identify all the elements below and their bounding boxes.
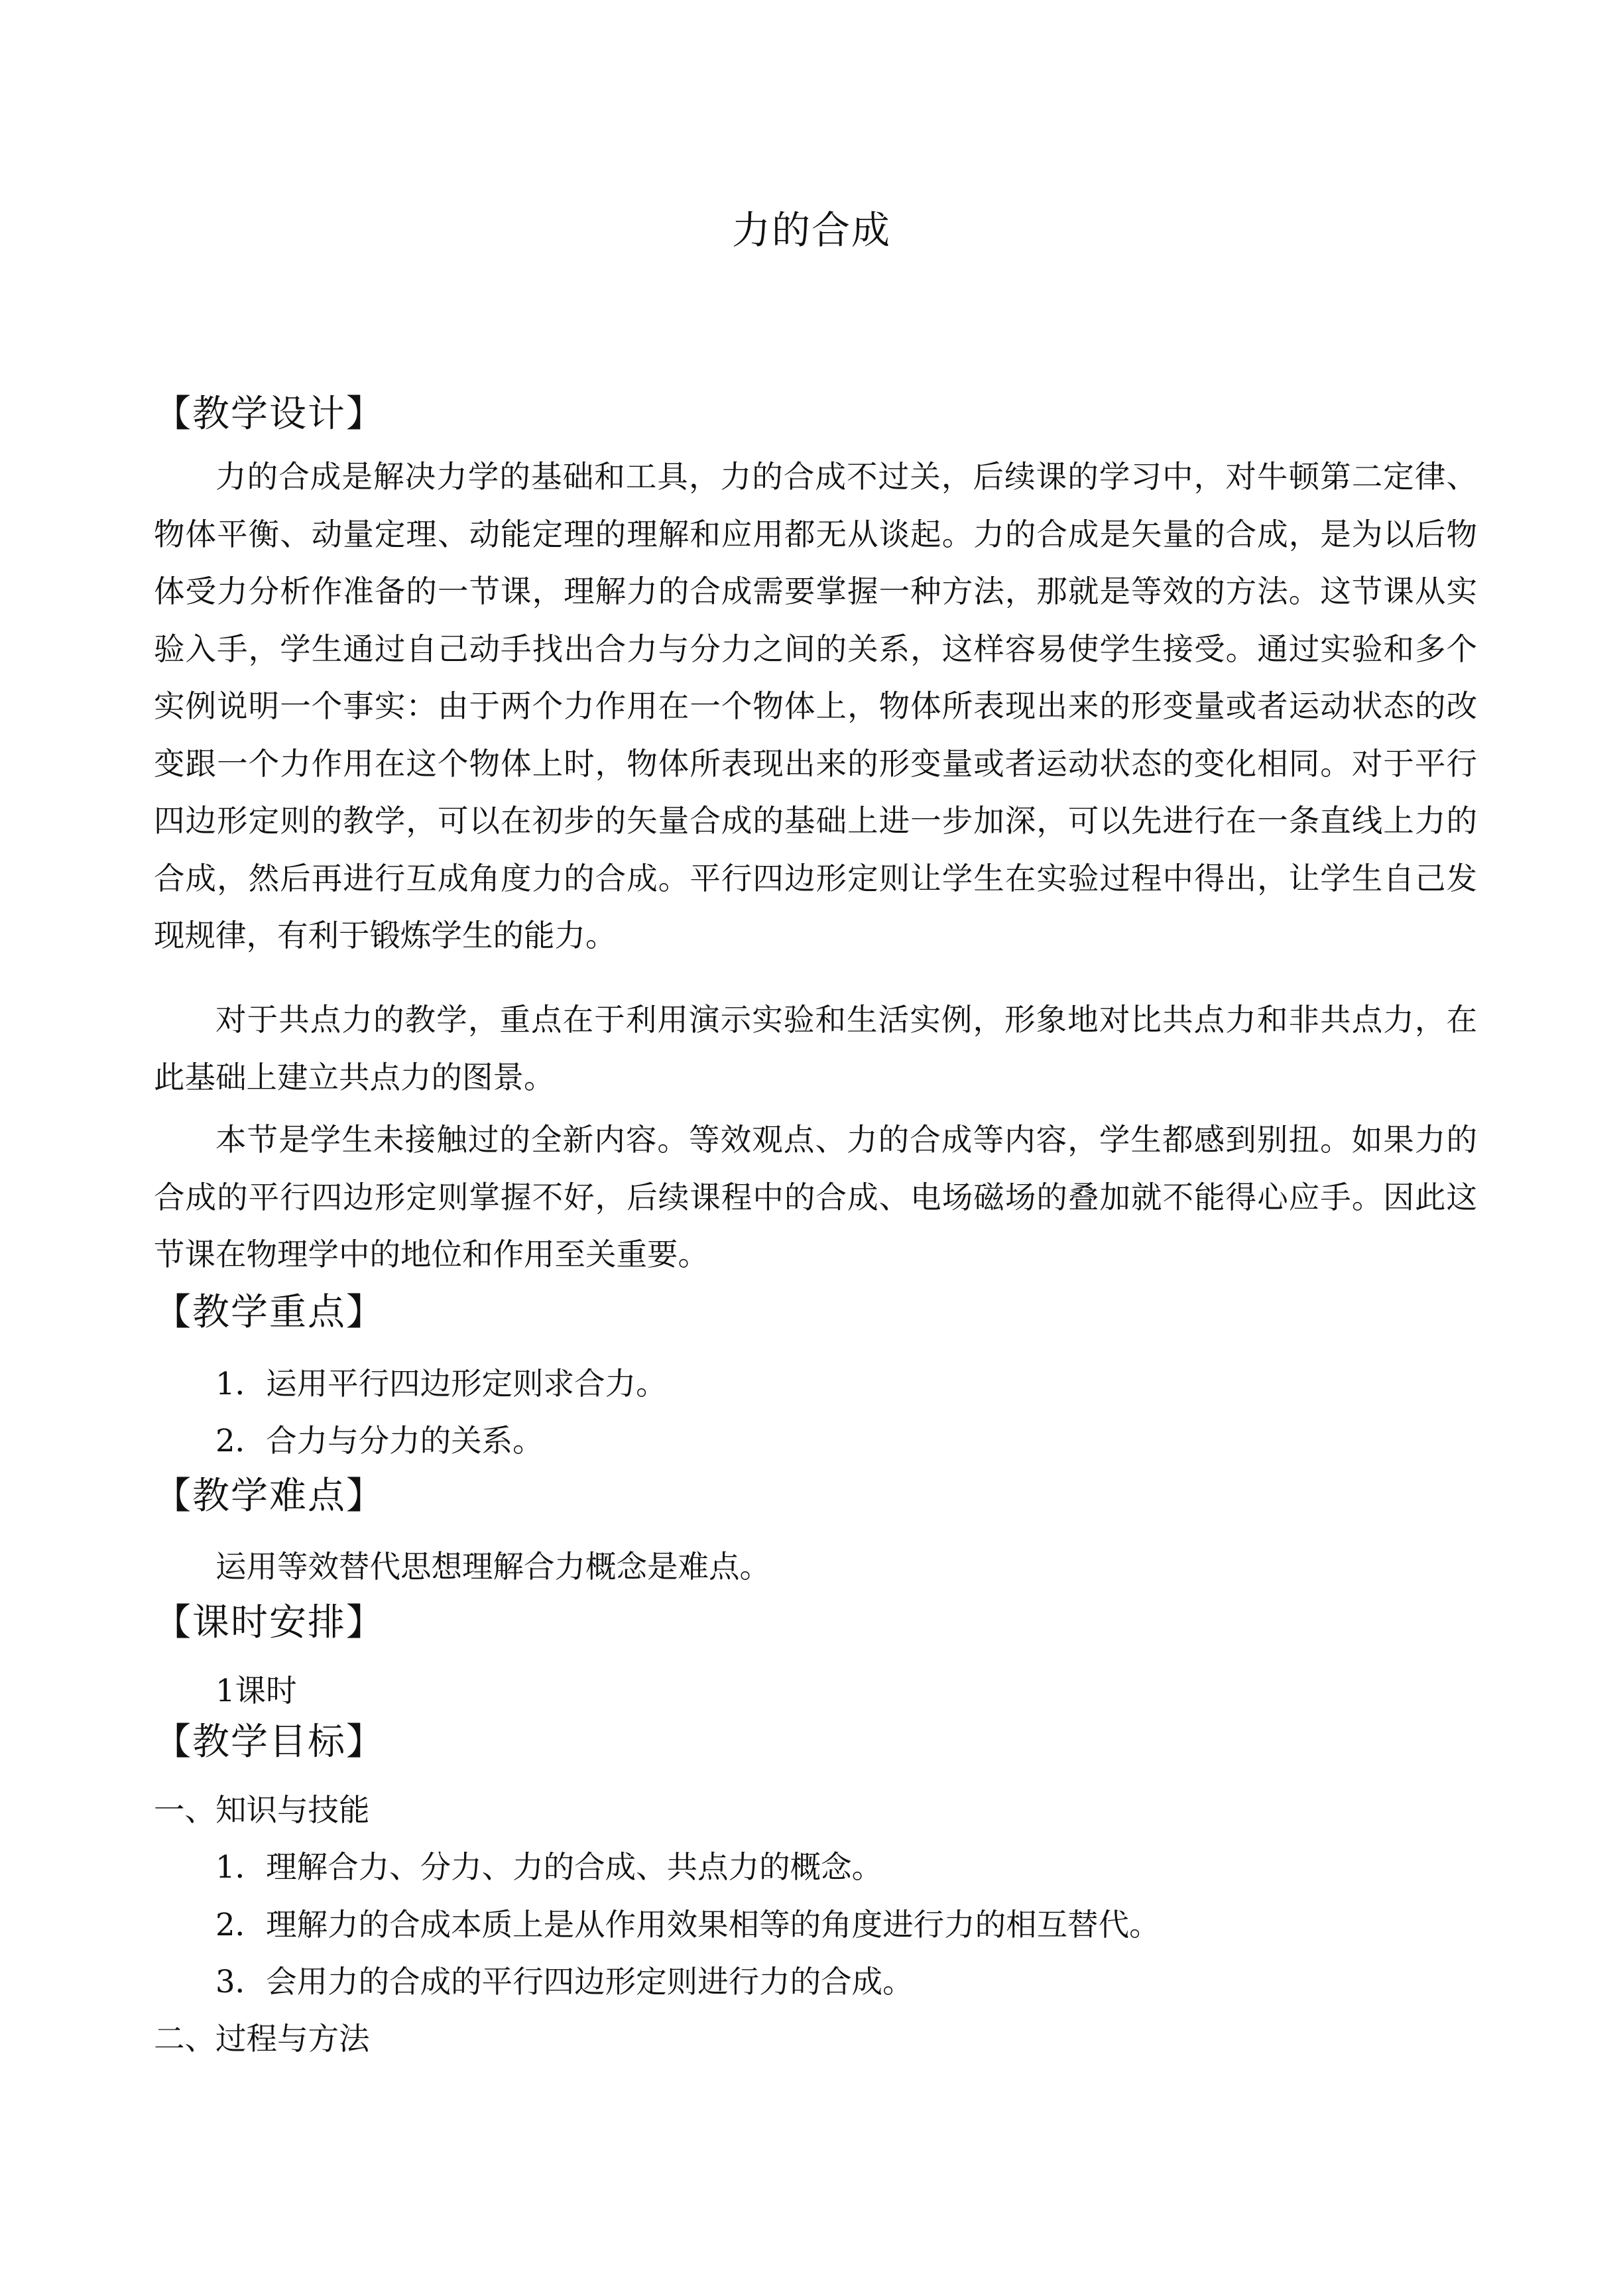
difficulty-text: 运用等效替代思想理解合力概念是难点。 (215, 1549, 770, 1585)
heading-key-points: 【教学重点】 (154, 1291, 385, 1334)
page-title: 力的合成 (731, 208, 891, 253)
design-paragraph-1: 力的合成是解决力学的基础和工具，力的合成不过关，后续课的学习中，对牛顿第二定律、物体平衡、动量定理、动能定理的理解和应用都无从谈起。力的合成是矢量的合成，是为以后物体受力分析作准备的一节课，理解力的合成需要掌握一种方法，那就是等效的方法。这节课从实验入手，学生通过自己动手找出合力与分力之间的关系，这样容易使学生接受。通过实验和多个实例说明一个事实：由于两个力作用在一个物体上，物体所表现出来的形变量或者运动状态的改变跟一个力作用在这个物体上时，物体所表现出来的形变量或者运动状态的变化相同。对于平行四边形定则的教学，可以在初步的矢量合成的基础上进一步加深，可以先进行在一条直线上力的合成，然后再进行互成角度力的合成。平行四边形定则让学生在实验过程中得出，让学生自己发现规律，有利于锻炼学生的能力。 (154, 459, 1477, 953)
objective-item-2: 2．理解力的合成本质上是从作用效果相等的角度进行力的相互替代。 (215, 1907, 1160, 1943)
key-point-item-2: 2．合力与分力的关系。 (215, 1423, 544, 1459)
heading-schedule: 【课时安排】 (154, 1601, 385, 1644)
objective-item-3: 3．会用力的合成的平行四边形定则进行力的合成。 (215, 1964, 914, 2000)
objectives-subheading-2: 二、过程与方法 (154, 2021, 370, 2057)
key-point-item-1: 1．运用平行四边形定则求合力。 (215, 1366, 667, 1402)
heading-teaching-design: 【教学设计】 (154, 393, 385, 436)
design-paragraph-3: 本节是学生未接触过的全新内容。等效观点、力的合成等内容，学生都感到别扭。如果力的合成的平行四边形定则掌握不好，后续课程中的合成、电场磁场的叠加就不能得心应手。因此这节课在物理学中的地位和作用至关重要。 (154, 1122, 1477, 1272)
schedule-text: 1课时 (215, 1673, 297, 1709)
objectives-subheading-1: 一、知识与技能 (154, 1792, 370, 1828)
objective-item-1: 1．理解合力、分力、力的合成、共点力的概念。 (215, 1849, 883, 1885)
design-paragraph-2: 对于共点力的教学，重点在于利用演示实验和生活实例，形象地对比共点力和非共点力，在此基础上建立共点力的图景。 (154, 1002, 1477, 1095)
heading-objectives: 【教学目标】 (154, 1721, 385, 1764)
heading-difficulties: 【教学难点】 (154, 1475, 385, 1518)
